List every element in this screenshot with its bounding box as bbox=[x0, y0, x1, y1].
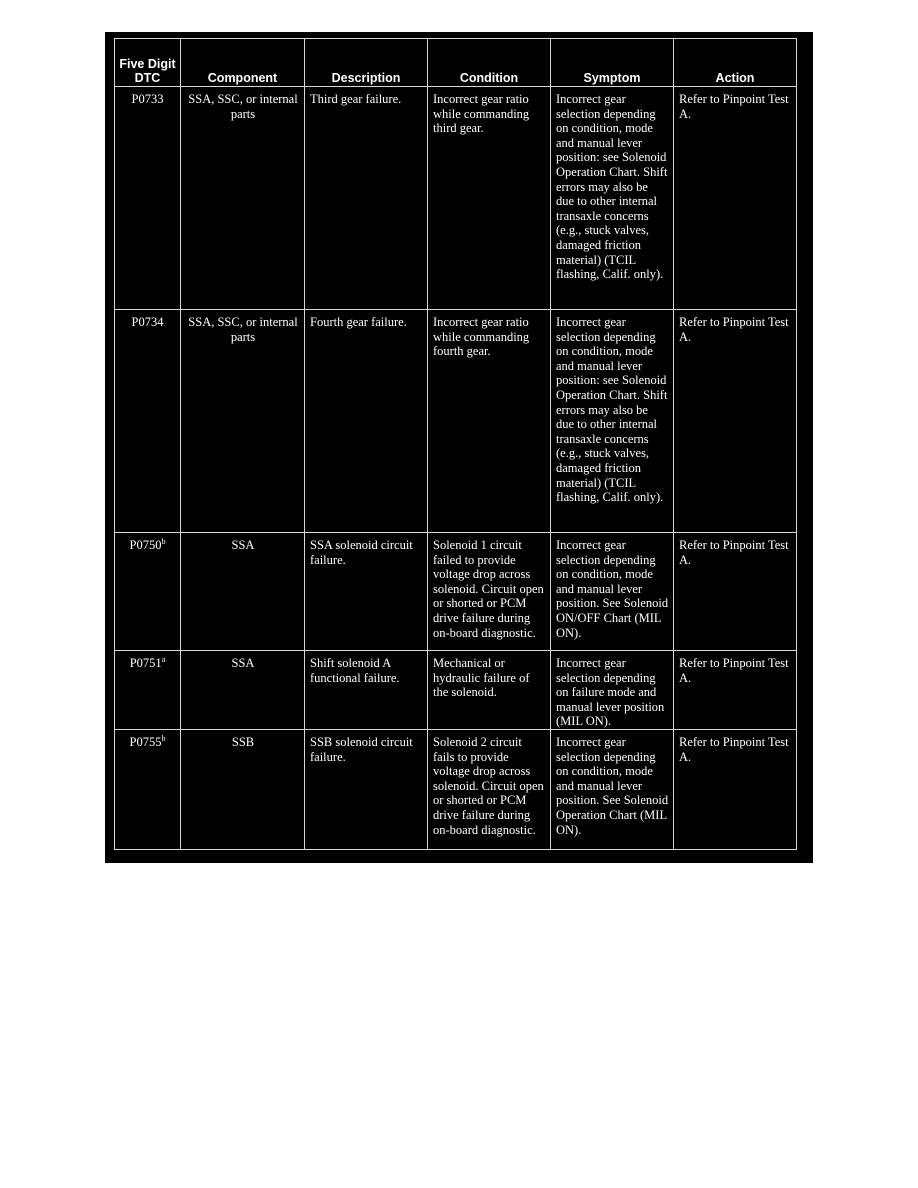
action-cell: Refer to Pinpoint Test A. bbox=[674, 87, 797, 310]
table-row bbox=[115, 533, 797, 651]
symptom-cell: Incorrect gear selection depending on condition, mode and manual lever position: see Solenoid Operation Chart. Shift errors may also be due to other internal transaxle concerns (e.g., stuck valves, damaged friction material) (TCIL flashing, Calif. only). bbox=[551, 87, 674, 310]
condition-cell: Solenoid 1 circuit failed to provide voltage drop across solenoid. Circuit open or shorted or PCM drive failure during on-board diagnostic. bbox=[428, 533, 551, 651]
header-action: Action bbox=[674, 39, 797, 87]
description-cell: SSA solenoid circuit failure. bbox=[305, 533, 428, 651]
component-cell: SSA bbox=[181, 533, 305, 651]
dtc-code: P0751 bbox=[129, 656, 162, 670]
dtc-table-panel bbox=[105, 32, 813, 863]
component-cell: SSA, SSC, or internal parts bbox=[181, 310, 305, 533]
action-cell: Refer to Pinpoint Test A. bbox=[674, 730, 797, 850]
dtc-code-cell bbox=[115, 533, 181, 651]
dtc-code: P0755 bbox=[129, 735, 162, 749]
table-row bbox=[115, 651, 797, 730]
dtc-code-cell bbox=[115, 730, 181, 850]
action-cell: Refer to Pinpoint Test A. bbox=[674, 533, 797, 651]
dtc-footnote: b bbox=[161, 536, 166, 546]
symptom-cell: Incorrect gear selection depending on condition, mode and manual lever position. See Solenoid Operation Chart (MIL ON). bbox=[551, 730, 674, 850]
condition-cell: Incorrect gear ratio while commanding third gear. bbox=[428, 87, 551, 310]
dtc-footnote: b bbox=[161, 733, 166, 743]
table-row bbox=[115, 730, 797, 850]
dtc-code: P0733 bbox=[131, 92, 164, 106]
dtc-code-cell bbox=[115, 651, 181, 730]
dtc-code: P0734 bbox=[131, 315, 164, 329]
header-description: Description bbox=[305, 39, 428, 87]
dtc-footnote: a bbox=[161, 654, 166, 664]
dtc-code-cell bbox=[115, 310, 181, 533]
condition-cell: Mechanical or hydraulic failure of the solenoid. bbox=[428, 651, 551, 730]
component-cell: SSA, SSC, or internal parts bbox=[181, 87, 305, 310]
condition-cell: Incorrect gear ratio while commanding fourth gear. bbox=[428, 310, 551, 533]
description-cell: SSB solenoid circuit failure. bbox=[305, 730, 428, 850]
table-header-row bbox=[115, 39, 797, 87]
description-cell: Third gear failure. bbox=[305, 87, 428, 310]
action-cell: Refer to Pinpoint Test A. bbox=[674, 310, 797, 533]
dtc-code: P0750 bbox=[129, 538, 162, 552]
description-cell: Shift solenoid A functional failure. bbox=[305, 651, 428, 730]
header-component: Component bbox=[181, 39, 305, 87]
table-row bbox=[115, 310, 797, 533]
condition-cell: Solenoid 2 circuit fails to provide voltage drop across solenoid. Circuit open or shorted or PCM drive failure during on-board diagnostic. bbox=[428, 730, 551, 850]
table-row bbox=[115, 87, 797, 310]
description-cell: Fourth gear failure. bbox=[305, 310, 428, 533]
dtc-table bbox=[114, 38, 797, 850]
header-symptom: Symptom bbox=[551, 39, 674, 87]
symptom-cell: Incorrect gear selection depending on condition, mode and manual lever position. See Solenoid ON/OFF Chart (MIL ON). bbox=[551, 533, 674, 651]
component-cell: SSA bbox=[181, 651, 305, 730]
action-cell: Refer to Pinpoint Test A. bbox=[674, 651, 797, 730]
header-dtc: Five Digit DTC bbox=[115, 39, 181, 87]
header-condition: Condition bbox=[428, 39, 551, 87]
dtc-code-cell bbox=[115, 87, 181, 310]
symptom-cell: Incorrect gear selection depending on condition, mode and manual lever position: see Solenoid Operation Chart. Shift errors may also be due to other internal transaxle concerns (e.g., stuck valves, damaged friction material) (TCIL flashing, Calif. only). bbox=[551, 310, 674, 533]
component-cell: SSB bbox=[181, 730, 305, 850]
symptom-cell: Incorrect gear selection depending on failure mode and manual lever position (MIL ON). bbox=[551, 651, 674, 730]
